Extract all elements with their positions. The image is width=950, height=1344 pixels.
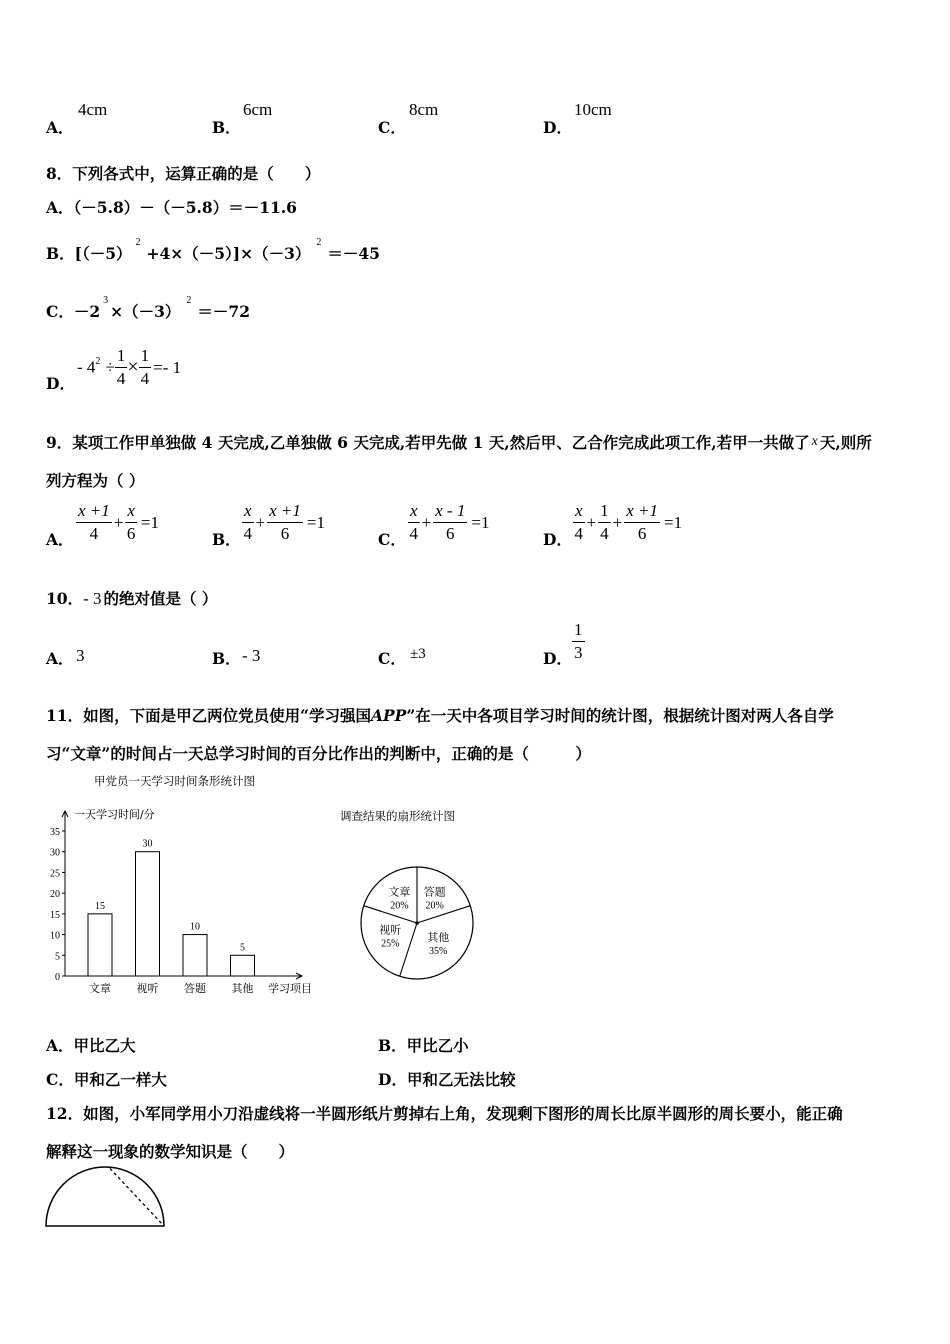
category-label: 其他 [231, 982, 254, 995]
q11-d-letter: D． [378, 1070, 407, 1089]
q8-option-b-part2: +4×（－5）]×（－3） [146, 244, 311, 263]
fraction [573, 500, 585, 545]
denominator: 6 [126, 524, 136, 543]
q11-c-text: 甲和乙一样大 [73, 1070, 167, 1089]
q11-stem-line2: 习“文章”的时间占一天总学习时间的百分比作出的判断中，正确的是（ ） [46, 744, 591, 763]
q9-stem-tail: 天,则所 [819, 433, 872, 452]
rhs: =1 [664, 512, 683, 532]
y-tick-label: 20 [50, 889, 60, 901]
numerator: x +1 [267, 500, 303, 523]
slice-percent: 20% [390, 900, 409, 912]
bar-value-label: 5 [240, 942, 245, 954]
q8-option-b-part3: ＝－45 [327, 244, 380, 263]
q9-option-expression [242, 500, 325, 545]
q11-a-text: 甲比乙大 [73, 1036, 136, 1055]
q8-option-a-letter: A． [46, 198, 74, 217]
y-tick-label: 30 [50, 847, 60, 859]
fraction [408, 500, 420, 545]
y-tick-label: 15 [50, 909, 60, 921]
q7-option-d-value: 10cm [574, 100, 612, 119]
numerator: x [242, 500, 254, 523]
q10-number: 10． [46, 589, 84, 608]
semicircle-outline [46, 1167, 164, 1226]
bar [231, 955, 255, 976]
q9-option-letter: D． [543, 530, 572, 549]
fraction [76, 500, 112, 545]
numerator: x [573, 500, 585, 523]
q8-d-exp: 2 [95, 356, 101, 367]
q7-option-c-letter: C． [378, 118, 406, 137]
numerator: x [125, 500, 137, 523]
q8-d-divide: ÷ [105, 357, 115, 377]
q7-option-a-value: 4cm [78, 100, 108, 119]
q11-c-letter: C． [46, 1070, 74, 1089]
q10-stem [46, 587, 217, 609]
x-axis-label: 学习项目 [268, 982, 312, 995]
denominator: 4 [243, 524, 253, 543]
plus-sign: + [586, 512, 597, 532]
denominator: 6 [280, 524, 290, 543]
q8-option-d-expression [77, 345, 181, 390]
bar-chart-title: 甲党员一天学习时间条形统计图 [94, 774, 255, 788]
q9-option-expression [573, 500, 682, 545]
q9-option-letter: A． [46, 530, 74, 549]
q10-option-a-value: 3 [76, 646, 85, 665]
q8-d-f1-num: 1 [115, 345, 128, 368]
denominator: 4 [600, 524, 609, 543]
q9-variable: x [811, 434, 818, 449]
q9-option-letter: B． [212, 530, 241, 549]
q8-d-fraction-2 [139, 345, 152, 390]
q8-d-f2-den: 4 [140, 369, 150, 388]
slice-label: 其他 [427, 931, 450, 945]
denominator: 4 [409, 524, 419, 543]
q8-option-a [46, 196, 297, 218]
category-label: 答题 [184, 982, 206, 995]
q12-stem-line1: 12．如图，小军同学用小刀沿虚线将一半圆形纸片剪掉右上角，发现剩下图形的周长比原半圆形的周长要小，能正确 [46, 1104, 843, 1123]
bar [136, 852, 160, 976]
q11-app: APP [371, 706, 407, 725]
rhs: =1 [471, 512, 490, 532]
bar-value-label: 30 [142, 838, 153, 850]
fraction [242, 500, 254, 545]
bar-chart [40, 795, 330, 1005]
q10-option-a-letter: A． [46, 649, 74, 668]
q11-option-d [378, 1068, 515, 1090]
plus-sign: + [113, 512, 124, 532]
q11-b-text: 甲比乙小 [406, 1036, 469, 1055]
q11-d-text: 甲和乙无法比较 [406, 1070, 516, 1089]
bar [183, 935, 207, 976]
q9-stem-text: 9．某项工作甲单独做 4 天完成,乙单独做 6 天完成,若甲先做 1 天,然后甲、乙合作完成此项工作,若甲一共做了 [46, 433, 810, 452]
q12-stem-line2: 解释这一现象的数学知识是（ ） [46, 1142, 295, 1161]
q8-d-fraction-1 [115, 345, 128, 390]
q10-stem-text: 的绝对值是（ ） [103, 589, 218, 608]
q8-option-c-part2: ×（－3） [110, 302, 181, 321]
category-label: 视听 [136, 982, 159, 995]
denominator: 4 [574, 524, 584, 543]
q10-option-c-letter: C． [378, 649, 406, 668]
fraction [433, 500, 467, 545]
q10-d-den: 3 [574, 643, 583, 662]
q8-d-f2-num: 1 [139, 345, 152, 368]
q10-option-c-value: ±3 [410, 646, 426, 662]
slice-label: 视听 [379, 923, 402, 937]
q11-stem-tail: ”在一天中各项目学习时间的统计图，根据统计图对两人各自学 [406, 706, 834, 725]
numerator: x +1 [624, 500, 660, 523]
q10-option-b-letter: B． [212, 649, 241, 668]
bar-value-label: 15 [95, 900, 105, 912]
denominator: 6 [446, 524, 455, 543]
q7-option-a-letter: A． [46, 118, 74, 137]
pie-chart-title: 调查结果的扇形统计图 [340, 809, 455, 823]
slice-percent: 25% [381, 938, 400, 950]
pie-center [415, 921, 419, 925]
q10-option-b-value: - 3 [242, 646, 261, 665]
q8-option-c-exp2: 2 [186, 295, 192, 306]
plus-sign: + [421, 512, 432, 532]
q10-option-d-fraction [572, 619, 585, 664]
category-label: 文章 [89, 982, 111, 995]
slice-label: 文章 [388, 885, 411, 899]
q9-option-expression [408, 500, 489, 545]
q9-option-expression [76, 500, 159, 545]
q10-math: - 3 [83, 589, 102, 608]
numerator: x - 1 [433, 500, 467, 523]
y-tick-label: 5 [55, 951, 60, 963]
q8-option-c-part3: ＝－72 [197, 302, 250, 321]
q8-option-c-exp1: 3 [103, 295, 109, 306]
q10-d-num: 1 [572, 619, 585, 642]
q11-b-letter: B． [378, 1036, 407, 1055]
bar-value-label: 10 [190, 921, 200, 933]
q11-option-b [378, 1034, 469, 1056]
q8-option-d-letter: D． [46, 374, 75, 393]
y-tick-label: 35 [50, 827, 60, 838]
bar [88, 914, 112, 976]
q8-option-b [46, 237, 380, 264]
slice-label: 答题 [423, 885, 446, 899]
q8-option-b-exp1: 2 [135, 237, 141, 248]
slice-percent: 35% [429, 946, 448, 958]
y-tick-label: 25 [50, 868, 60, 880]
q11-option-c [46, 1068, 167, 1090]
y-tick-label: 10 [50, 930, 60, 942]
q11-stem-text: 11．如图，下面是甲乙两位党员使用“学习强国 [46, 706, 371, 725]
q9-stem-line2: 列方程为（ ） [46, 471, 145, 490]
q11-option-a [46, 1034, 136, 1056]
plus-sign: + [255, 512, 266, 532]
numerator: 1 [598, 500, 611, 523]
denominator: 4 [89, 524, 99, 543]
fraction [267, 500, 303, 545]
q9-option-letter: C． [378, 530, 406, 549]
q8-option-c [46, 295, 250, 322]
q8-option-c-part1: －2 [73, 302, 101, 321]
q8-option-b-part1: [（－5） [74, 244, 132, 263]
fraction [598, 500, 611, 545]
numerator: x [408, 500, 420, 523]
q11-stem-line1 [46, 704, 834, 726]
q8-d-times: × [127, 356, 139, 378]
q8-option-a-text: （－5.8）－（－5.8）＝－11.6 [73, 198, 297, 217]
pie-chart [350, 865, 480, 985]
y-axis-label: 一天学习时间/分 [74, 808, 155, 821]
q8-d-rhs: =- 1 [153, 357, 182, 377]
q7-option-b-letter: B． [212, 118, 241, 137]
q8-option-c-letter: C． [46, 302, 74, 321]
rhs: =1 [306, 512, 326, 532]
slice-percent: 20% [425, 900, 444, 912]
plus-sign: + [612, 512, 623, 532]
fraction [624, 500, 660, 545]
q7-option-b-value: 6cm [243, 100, 273, 119]
rhs: =1 [140, 512, 160, 532]
q8-option-b-letter: B． [46, 244, 75, 263]
fraction [125, 500, 137, 545]
q7-option-c-value: 8cm [409, 100, 439, 119]
q7-option-d-letter: D． [543, 118, 572, 137]
denominator: 6 [637, 524, 647, 543]
numerator: x +1 [76, 500, 112, 523]
q8-option-b-exp2: 2 [316, 237, 322, 248]
q11-a-letter: A． [46, 1036, 74, 1055]
q8-stem: 8．下列各式中，运算正确的是（ ） [46, 164, 321, 183]
q8-d-f1-den: 4 [116, 369, 126, 388]
y-tick-label: 0 [55, 972, 60, 983]
semicircle-figure [40, 1165, 175, 1235]
q10-option-d-letter: D． [543, 649, 572, 668]
q8-d-base: - 4 [77, 357, 96, 377]
q9-stem-line1 [46, 431, 872, 453]
